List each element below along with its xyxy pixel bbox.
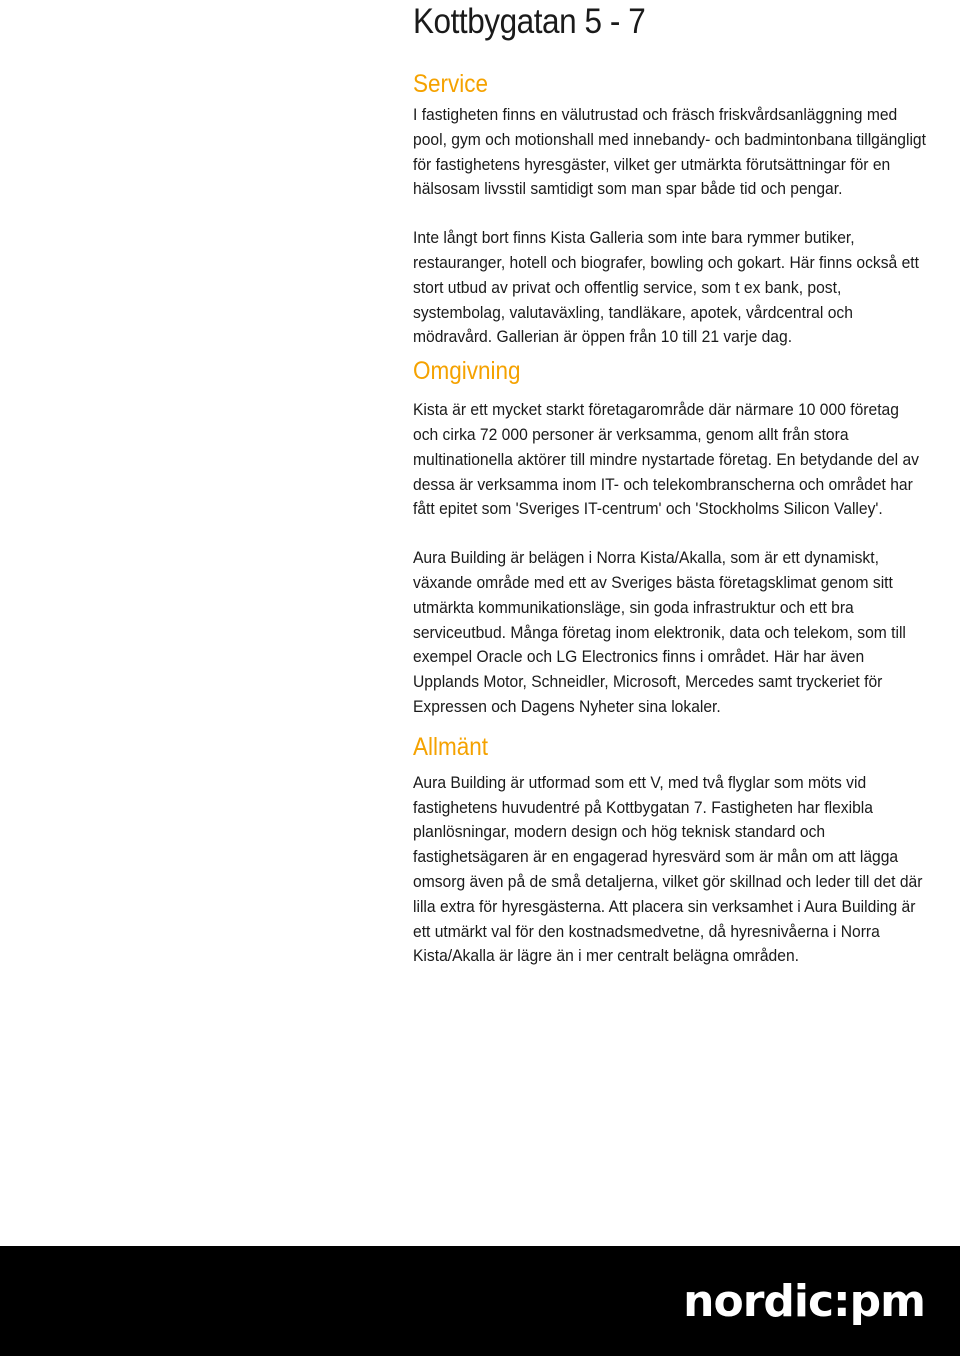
service-paragraph: Inte långt bort finns Kista Galleria som inte bara rymmer butiker, restauranger, hotell och biografer, bowling och gokart. Här finns också ett stort utbud av privat och offentlig service, som t ex bank, post, systembolag, valutaväxling, tandläkare, apotek, vårdcentral och mödravård. Gallerian är öppen från 10 till 21 varje dag.	[413, 228, 919, 347]
service-heading: Service	[413, 70, 489, 98]
footer-bar	[0, 1246, 960, 1356]
nordic-pm-logo: nordic:pm	[683, 1276, 925, 1327]
page-title: Kottbygatan 5 - 7	[413, 2, 646, 41]
allmant-heading: Allmänt	[413, 732, 489, 761]
omgivning-paragraph: Kista är ett mycket starkt företagarområde där närmare 10 000 företag och cirka 72 000 personer är verksamma, genom allt från stora multinationella aktörer till mindre nystartade företag. En betydande del av dessa är verksamma inom IT- och telekombranscherna och området har fått epitet som 'Sveriges IT-centrum' och 'Stockholms Silicon Valley'.	[413, 400, 919, 519]
omgivning-paragraph: Aura Building är belägen i Norra Kista/Akalla, som är ett dynamiskt, växande område med ett av Sveriges bästa företagsklimat genom sitt utmärkta kommunikationsläge, sin goda infrastruktur och ett bra serviceutbud. Många företag inom elektronik, data och telekom, som till exempel Oracle och LG Electronics finns i området. Här har även Upplands Motor, Schneidler, Microsoft, Mercedes samt tryckeriet för Expressen och Dagens Nyheter sina lokaler.	[413, 548, 906, 716]
allmant-paragraph: Aura Building är utformad som ett V, med två flyglar som möts vid fastighetens huvudentré på Kottbygatan 7. Fastigheten har flexibla planlösningar, modern design och hög teknisk standard och fastighetsägaren är en engagerad hyresvärd som är mån om att lägga omsorg även på de små detaljerna, vilket gör skillnad och leder till det där lilla extra för hyresgästerna. Att placera sin verksamhet i Aura Building är ett utmärkt val för den kostnadsmedvetne, då hyresnivåerna i Norra Kista/Akalla är lägre än i mer centralt belägna områden.	[413, 772, 923, 966]
document-content	[413, 0, 933, 969]
omgivning-heading: Omgivning	[413, 357, 521, 386]
service-paragraph: I fastigheten finns en välutrustad och fräsch friskvårdsanläggning med pool, gym och motionshall med innebandy- och badmintonbana tillgängligt för fastighetens hyresgäster, vilket ger utmärkta förutsättningar för en hälsosam livsstil samtidigt som man spar både tid och pengar.	[413, 105, 926, 199]
